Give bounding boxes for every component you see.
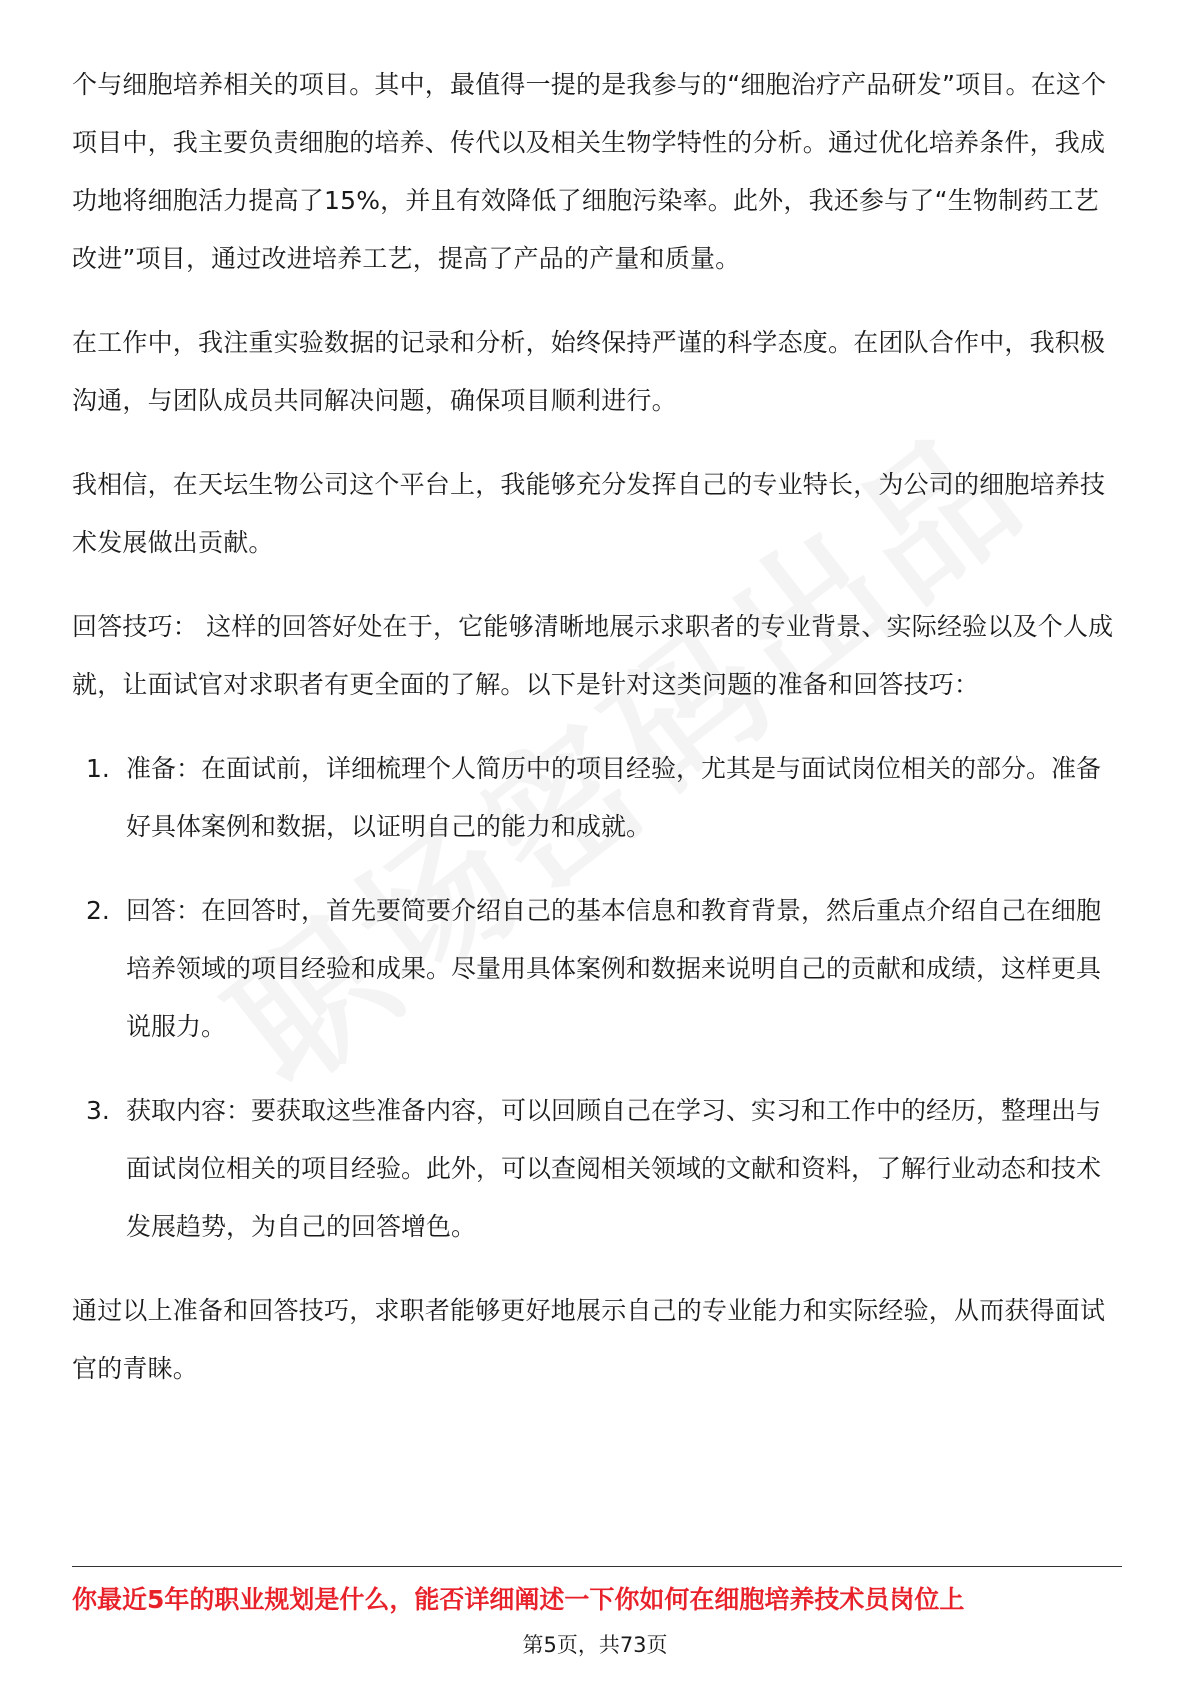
list-item — [72, 1082, 1122, 1256]
tips-list — [72, 740, 1122, 1256]
list-item-number: 1. — [86, 754, 110, 783]
next-question-heading: 你最近5年的职业规划是什么，能否详细阐述一下你如何在细胞培养技术员岗位上 — [72, 1585, 965, 1614]
list-item — [72, 882, 1122, 1056]
list-item — [72, 740, 1122, 856]
paragraph-conclusion: 通过以上准备和回答技巧，求职者能够更好地展示自己的专业能力和实际经验，从而获得面试官的青睐。 — [72, 1296, 1106, 1383]
list-item-text: 回答：在回答时，首先要简要介绍自己的基本信息和教育背景，然后重点介绍自己在细胞培养领域的项目经验和成果。尽量用具体案例和数据来说明自己的贡献和成绩，这样更具说服力。 — [126, 896, 1102, 1041]
main-content — [72, 56, 1122, 1424]
list-item-text: 准备：在面试前，详细梳理个人简历中的项目经验，尤其是与面试岗位相关的部分。准备好具体案例和数据，以证明自己的能力和成就。 — [126, 754, 1102, 841]
footer-divider — [72, 1566, 1122, 1567]
list-item-number: 2. — [86, 896, 110, 925]
paragraph-work-attitude: 在工作中，我注重实验数据的记录和分析，始终保持严谨的科学态度。在团队合作中，我积极沟通，与团队成员共同解决问题，确保项目顺利进行。 — [72, 328, 1106, 415]
list-item-number: 3. — [86, 1096, 110, 1125]
paragraph-belief: 我相信，在天坛生物公司这个平台上，我能够充分发挥自己的专业特长，为公司的细胞培养技术发展做出贡献。 — [72, 470, 1106, 557]
list-item-text: 获取内容：要获取这些准备内容，可以回顾自己在学习、实习和工作中的经历，整理出与面试岗位相关的项目经验。此外，可以查阅相关领域的文献和资料，了解行业动态和技术发展趋势，为自己的回答增色。 — [126, 1096, 1102, 1241]
paragraph-project-experience: 个与细胞培养相关的项目。其中，最值得一提的是我参与的“细胞治疗产品研发”项目。在这个项目中，我主要负责细胞的培养、传代以及相关生物学特性的分析。通过优化培养条件，我成功地将细胞活力提高了15%，并且有效降低了细胞污染率。此外，我还参与了“生物制药工艺改进”项目，通过改进培养工艺，提高了产品的产量和质量。 — [72, 70, 1107, 273]
page-number: 第5页，共73页 — [522, 1633, 668, 1657]
paragraph-answer-tips: 回答技巧： 这样的回答好处在于，它能够清晰地展示求职者的专业背景、实际经验以及个人成就，让面试官对求职者有更全面的了解。以下是针对这类问题的准备和回答技巧： — [72, 612, 1114, 699]
